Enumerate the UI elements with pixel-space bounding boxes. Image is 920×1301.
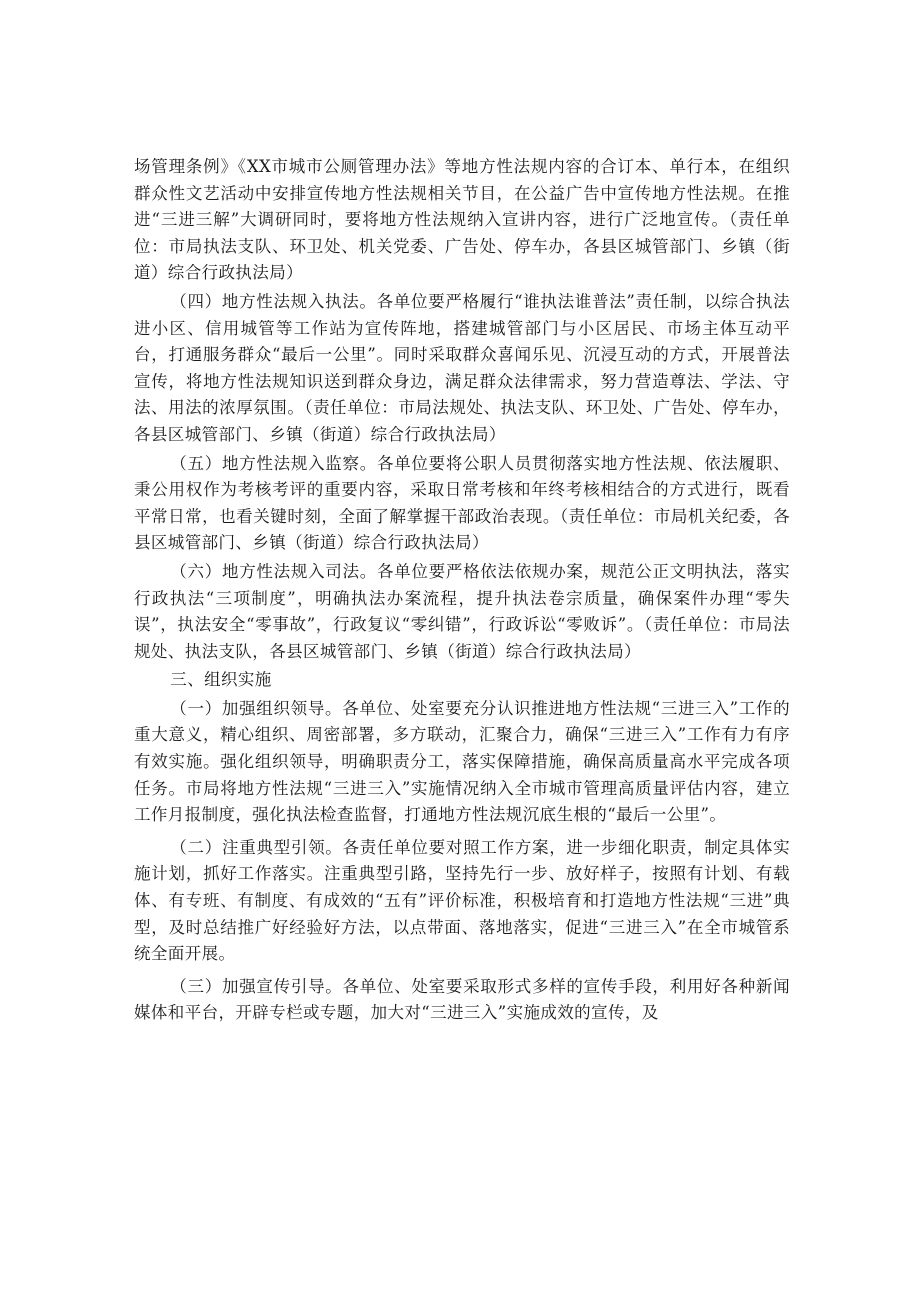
paragraph-continuation: 场管理条例》《XX市城市公厕管理办法》等地方性法规内容的合订本、单行本，在组织群众性文艺活动中安排宣传地方性法规相关节目，在公益广告中宣传地方性法规。在推进“三进三解”大调研同时，要将地方性法规纳入宣讲内容，进行广泛地宣传。（责任单位：市局执法支队、环卫处、机关党委、广告处、停车办，各县区城管部门、乡镇（街道）综合行政执法局） xyxy=(134,157,790,283)
paragraph-publicity: （三）加强宣传引导。各单位、处室要采取形式多样的宣传手段，利用好各种新闻媒体和平台，开辟专栏或专题，加大对“三进三入”实施成效的宣传，及 xyxy=(134,976,790,1023)
paragraph-leadership: （一）加强组织领导。各单位、处室要充分认识推进地方性法规“三进三入”工作的重大意义，精心组织、周密部署，多方联动，汇聚合力，确保“三进三入”工作有力有序有效实施。强化组织领导，明确职责分工，落实保障措施，确保高质量高水平完成各项任务。市局将地方性法规“三进三入”实施情况纳入全市城市管理高质量评估内容，建立工作月报制度，强化执法检查监督，打通地方性法规沉底生根的“最后一公里”。 xyxy=(134,698,790,825)
section-heading-organization: 三、组织实施 xyxy=(170,670,272,690)
document-page xyxy=(134,154,790,1027)
paragraph-law-supervision: （五）地方性法规入监察。各单位要将公职人员贯彻落实地方性法规、依法履职、秉公用权作为考核考评的重要内容，采取日常考核和年终考核相结合的方式进行，既看平常日常，也看关键时刻，全面了解掌握干部政治表现。（责任单位：市局机关纪委，各县区城管部门、乡镇（街道）综合行政执法局） xyxy=(134,453,790,553)
paragraph-law-judiciary: （六）地方性法规入司法。各单位要严格依法依规办案，规范公正文明执法，落实行政执法“三项制度”，明确执法办案流程，提升执法卷宗质量，确保案件办理“零失误”，执法安全“零事故”，行政复议“零纠错”，行政诉讼“零败诉”。（责任单位：市局法规处、执法支队，各县区城管部门、乡镇（街道）综合行政执法局） xyxy=(134,561,790,661)
paragraph-law-enforcement: （四）地方性法规入执法。各单位要严格履行“谁执法谁普法”责任制，以综合执法进小区、信用城管等工作站为宣传阵地，搭建城管部门与小区居民、市场主体互动平台，打通服务群众“最后一公里”。同时采取群众喜闻乐见、沉浸互动的方式，开展普法宣传，将地方性法规知识送到群众身边，满足群众法律需求，努力营造尊法、学法、守法、用法的浓厚氛围。（责任单位：市局法规处、执法支队、环卫处、广告处、停车办，各县区城管部门、乡镇（街道）综合行政执法局） xyxy=(134,291,790,444)
paragraph-typical-guidance: （二）注重典型引领。各责任单位要对照工作方案，进一步细化职责，制定具体实施计划，抓好工作落实。注重典型引路，坚持先行一步、放好样子，按照有计划、有载体、有专班、有制度、有成效的“五有”评价标准，积极培育和打造地方性法规“三进”典型，及时总结推广好经验好方法，以点带面、落地落实，促进“三进三入”在全市城管系统全面开展。 xyxy=(134,837,790,964)
